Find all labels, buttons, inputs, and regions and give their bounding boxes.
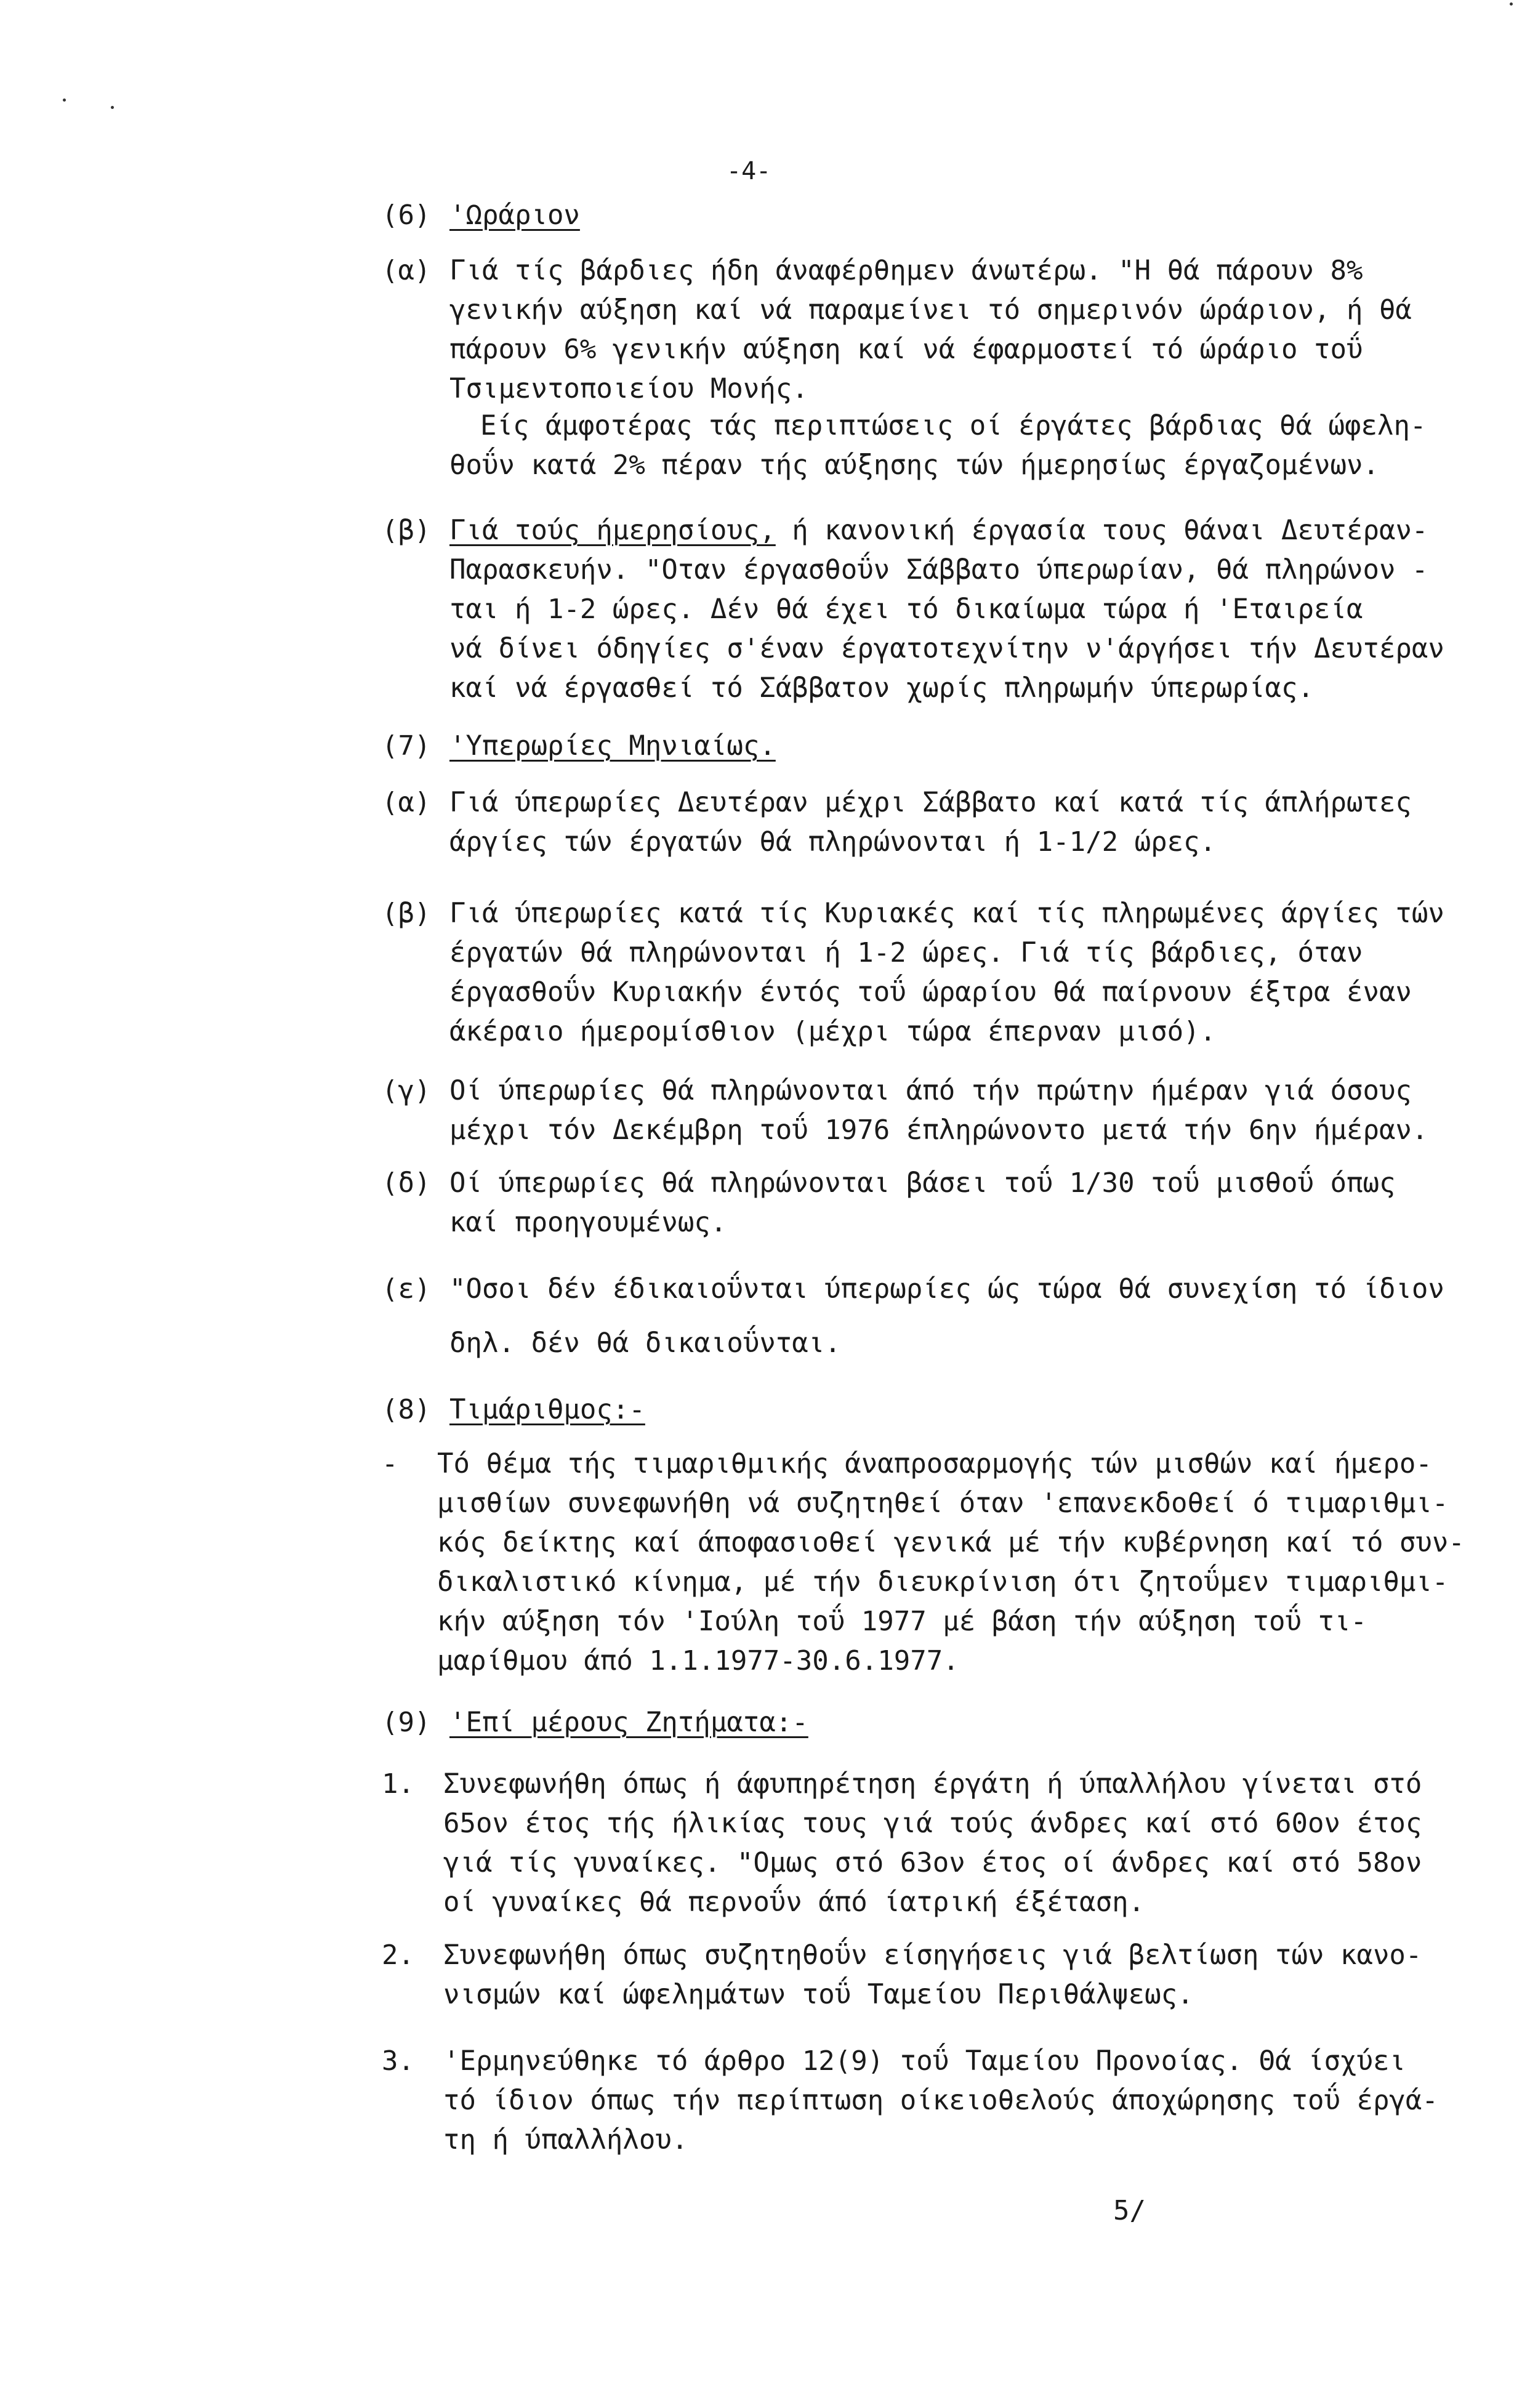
section-7-item-e-body: δηλ. δέν θά δικαιοΰνται. [449, 1327, 841, 1359]
section-8-paragraph-body: μισθίων συνεφωνήθη νά συζητηθεί όταν 'επανεκδοθεί ό τιμαριθμι- κός δείκτης καί άποφασιοθεί γενικά μέ τήν κυβέρνηση καί τό συν- δικαλιστικό κίνημα, μέ τήν διευκρίνιση ότι ζητοΰμεν τιμαριθμι- κήν αύξηση τόν 'Ιούλη τοΰ 1977 μέ βάση τήν αύξηση τοΰ τι- μαρίθμου άπό 1.1.1977-30.6.1977. [437, 1488, 1465, 1677]
scan-speck [63, 99, 66, 102]
section-8-heading: (8) Τιμάριθμος:- [382, 1394, 645, 1425]
section-7-item-b: (β) Γιά ύπερωρίες κατά τίς Κυριακές καί τίς πληρωμένες άργίες τών [382, 898, 1444, 929]
scan-speck [111, 106, 114, 109]
section-7-item-c: (γ) Οί ύπερωρίες θά πληρώνονται άπό τήν πρώτην ήμέραν γιά όσους [382, 1075, 1412, 1106]
section-6-note-cont: θοΰν κατά 2% πέραν τής αύξησης τών ήμερησίως έργαζομένων. [449, 449, 1379, 481]
section-7-item-b-body: έργατών θά πληρώνονται ή 1-2 ώρες. Γιά τίς βάρδιες, όταν έργασθοΰν Κυριακήν έντός τοΰ ώραρίου θά παίρνουν έξτρα έναν άκέραιο ήμερομίσθιον (μέχρι τώρα έπερναν μισό). [449, 937, 1412, 1047]
section-7-item-d: (δ) Οί ύπερωρίες θά πληρώνονται βάσει τοΰ 1/30 τοΰ μισθοΰ όπως [382, 1167, 1396, 1199]
continuation-marker: 5/ [1113, 2195, 1146, 2226]
section-6-item-a-body: γενικήν αύξηση καί νά παραμείνει τό σημερινόν ώράριον, ή θά πάρουν 6% γενικήν αύξηση καί νά έφαρμοστεί τό ώράριο τοΰ Τσιμεντοποιείου Μονής. [449, 294, 1412, 405]
section-7-item-d-body: καί προηγουμένως. [449, 1207, 727, 1238]
section-7-heading: (7) 'Υπερωρίες Μηνιαίως. [382, 730, 776, 762]
section-9-item-2-body: νισμών καί ώφελημάτων τοΰ Ταμείου Περιθάλψεως. [443, 1979, 1194, 2010]
section-9-item-3-body: τό ίδιον όπως τήν περίπτωση οίκειοθελούς άποχώρησης τοΰ έργά- τη ή ύπαλλήλου. [443, 2085, 1438, 2156]
section-7-item-c-body: μέχρι τόν Δεκέμβρη τοΰ 1976 έπληρώνοντο μετά τήν 6ην ήμέραν. [449, 1114, 1428, 1146]
section-6-item-a: (α) Γιά τίς βάρδιες ήδη άναφέρθημεν άνωτέρω. "Η θά πάρουν 8% [382, 255, 1363, 286]
section-7-item-e: (ε) "Οσοι δέν έδικαιοΰνται ύπερωρίες ώς τώρα θά συνεχίση τό ίδιον [382, 1273, 1444, 1305]
section-9-item-3: 3. 'Ερμηνεύθηκε τό άρθρο 12(9) τοΰ Ταμείου Προνοίας. Θά ίσχύει [382, 2045, 1406, 2077]
section-6-item-b-body: Παρασκευήν. "Οταν έργασθοΰν Σάββατο ύπερωρίαν, θά πληρώνον - ται ή 1-2 ώρες. Δέν θά έχει τό δικαίωμα τώρα ή 'Εταιρεία νά δίνει όδηγίες σ'έναν έργατοτεχνίτην ν'άργήσει τήν Δευτέραν καί νά έργασθεί τό Σάββατον χωρίς πληρωμήν ύπερωρίας. [449, 554, 1444, 704]
page-number: -4- [727, 157, 771, 185]
section-9-item-1: 1. Συνεφωνήθη όπως ή άφυπηρέτηση έργάτη ή ύπαλλήλου γίνεται στό [382, 1768, 1422, 1800]
section-6-heading: (6) 'Ωράριον [382, 199, 580, 231]
section-7-item-a-body: άργίες τών έργατών θά πληρώνονται ή 1-1/2 ώρες. [449, 826, 1217, 858]
section-6-item-b: (β) Γιά τούς ήμερησίους, ή κανονική έργασία τους θάναι Δευτέραν- [382, 515, 1428, 546]
section-7-item-a: (α) Γιά ύπερωρίες Δευτέραν μέχρι Σάββατο καί κατά τίς άπλήρωτες [382, 787, 1412, 818]
section-9-item-1-body: 65ον έτος τής ήλικίας τους γιά τούς άνδρες καί στό 60ον έτος γιά τίς γυναίκες. "Ομως στό 63ον έτος οί άνδρες καί στό 58ον οί γυναίκες θά περνοΰν άπό ίατρική έξέταση. [443, 1808, 1422, 1918]
section-6-note: Είς άμφοτέρας τάς περιπτώσεις οί έργάτες βάρδιας θά ώφελη- [480, 410, 1427, 441]
section-9-item-2: 2. Συνεφωνήθη όπως συζητηθοΰν είσηγήσεις γιά βελτίωση τών κανο- [382, 1939, 1422, 1971]
section-9-heading: (9) 'Επί μέρους Ζητήματα:- [382, 1707, 808, 1738]
scan-speck [1510, 2, 1513, 6]
section-8-paragraph: - Τό θέμα τής τιμαριθμικής άναπροσαρμογής τών μισθών καί ήμερο- [382, 1448, 1432, 1480]
